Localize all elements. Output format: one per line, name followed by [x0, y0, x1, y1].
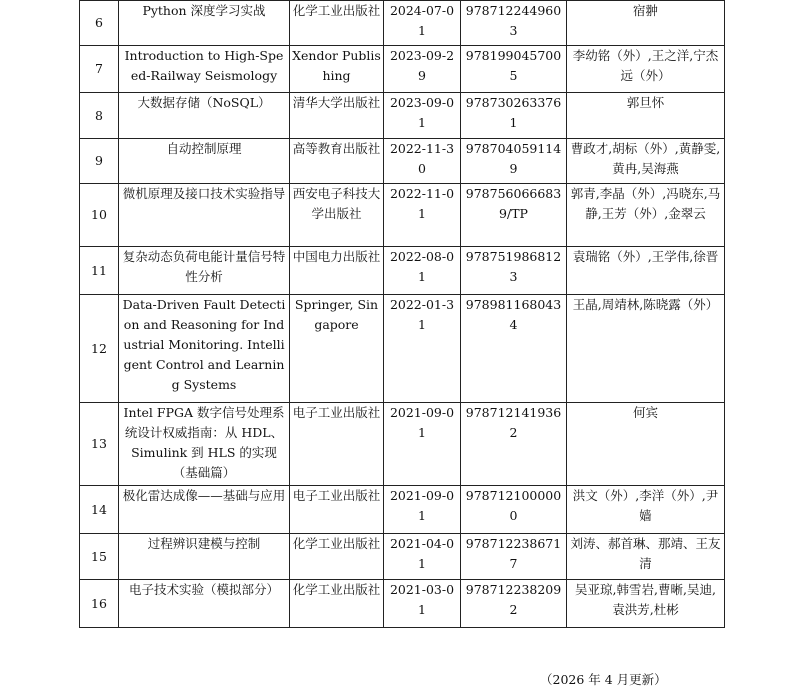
cell-authors: 曹政才,胡标（外）,黄静雯,黄冉,吴海燕: [567, 139, 725, 184]
cell-index: 14: [80, 486, 119, 534]
cell-title: 微机原理及接口技术实验指导: [119, 184, 290, 247]
cell-title: Intel FPGA 数字信号处理系统设计权威指南：从 HDL、Simulink 到 HLS 的实现（基础篇）: [119, 403, 290, 486]
table-row: [80, 247, 725, 295]
cell-publisher: 西安电子科技大学出版社: [290, 184, 384, 247]
table-row: [80, 93, 725, 139]
cell-index: 16: [80, 580, 119, 628]
cell-index: 11: [80, 247, 119, 295]
cell-title: Introduction to High-Speed-Railway Seismology: [119, 46, 290, 93]
cell-authors: 何宾: [567, 403, 725, 486]
cell-isbn: 9781990457005: [461, 46, 567, 93]
cell-index: 8: [80, 93, 119, 139]
cell-date: 2022-11-30: [384, 139, 461, 184]
table-row: [80, 580, 725, 628]
table-row: [80, 403, 725, 486]
cell-title: 大数据存储（NoSQL）: [119, 93, 290, 139]
cell-date: 2021-09-01: [384, 486, 461, 534]
cell-authors: 宿翀: [567, 1, 725, 46]
cell-publisher: 电子工业出版社: [290, 403, 384, 486]
table-row: [80, 534, 725, 580]
cell-isbn: 9787121000000: [461, 486, 567, 534]
cell-authors: 吴亚琼,韩雪岩,曹晰,吴迪,袁洪芳,杜彬: [567, 580, 725, 628]
cell-publisher: 清华大学出版社: [290, 93, 384, 139]
cell-index: 6: [80, 1, 119, 46]
cell-date: 2022-08-01: [384, 247, 461, 295]
cell-index: 12: [80, 295, 119, 403]
table-row: [80, 295, 725, 403]
cell-title: 过程辨识建模与控制: [119, 534, 290, 580]
cell-publisher: 化学工业出版社: [290, 580, 384, 628]
cell-date: 2021-04-01: [384, 534, 461, 580]
book-list-table: [79, 0, 725, 628]
cell-authors: 王晶,周靖林,陈晓露（外）: [567, 295, 725, 403]
cell-publisher: Springer, Singapore: [290, 295, 384, 403]
cell-title: 自动控制原理: [119, 139, 290, 184]
cell-isbn: 9787519868123: [461, 247, 567, 295]
table-row: [80, 1, 725, 46]
cell-publisher: 中国电力出版社: [290, 247, 384, 295]
cell-index: 7: [80, 46, 119, 93]
table-row: [80, 139, 725, 184]
cell-authors: 洪文（外）,李洋（外）,尹嫱: [567, 486, 725, 534]
table-body: [80, 1, 725, 628]
cell-title: 复杂动态负荷电能计量信号特性分析: [119, 247, 290, 295]
cell-date: 2022-11-01: [384, 184, 461, 247]
table-row: [80, 46, 725, 93]
cell-isbn: 9787122386717: [461, 534, 567, 580]
cell-publisher: 电子工业出版社: [290, 486, 384, 534]
update-note: （2026 年 4 月更新）: [540, 672, 667, 687]
cell-date: 2023-09-01: [384, 93, 461, 139]
cell-index: 13: [80, 403, 119, 486]
cell-date: 2021-03-01: [384, 580, 461, 628]
cell-index: 15: [80, 534, 119, 580]
cell-index: 10: [80, 184, 119, 247]
cell-authors: 刘涛、郝首琳、那靖、王友清: [567, 534, 725, 580]
cell-publisher: 化学工业出版社: [290, 534, 384, 580]
cell-isbn: 9787121419362: [461, 403, 567, 486]
table-row: [80, 486, 725, 534]
table-row: [80, 184, 725, 247]
cell-publisher: 高等教育出版社: [290, 139, 384, 184]
cell-date: 2021-09-01: [384, 403, 461, 486]
cell-publisher: 化学工业出版社: [290, 1, 384, 46]
cell-authors: 李幼铭（外）,王之洋,宁杰远（外）: [567, 46, 725, 93]
cell-isbn: 9787560666839/TP: [461, 184, 567, 247]
cell-index: 9: [80, 139, 119, 184]
cell-date: 2023-09-29: [384, 46, 461, 93]
cell-isbn: 9787122382092: [461, 580, 567, 628]
cell-isbn: 9787302633761: [461, 93, 567, 139]
cell-date: 2024-07-01: [384, 1, 461, 46]
cell-authors: 郭旦怀: [567, 93, 725, 139]
cell-authors: 袁瑞铭（外）,王学伟,徐晋: [567, 247, 725, 295]
cell-title: Python 深度学习实战: [119, 1, 290, 46]
cell-authors: 郭青,李晶（外）,冯晓东,马静,王芳（外）,金翠云: [567, 184, 725, 247]
cell-isbn: 9787040591149: [461, 139, 567, 184]
cell-publisher: Xendor Publishing: [290, 46, 384, 93]
cell-isbn: 9789811680434: [461, 295, 567, 403]
cell-title: 极化雷达成像——基础与应用: [119, 486, 290, 534]
cell-title: Data-Driven Fault Detection and Reasoning for Industrial Monitoring. Intelligent Control and Learning Systems: [119, 295, 290, 403]
cell-date: 2022-01-31: [384, 295, 461, 403]
cell-isbn: 9787122449603: [461, 1, 567, 46]
cell-title: 电子技术实验（模拟部分）: [119, 580, 290, 628]
